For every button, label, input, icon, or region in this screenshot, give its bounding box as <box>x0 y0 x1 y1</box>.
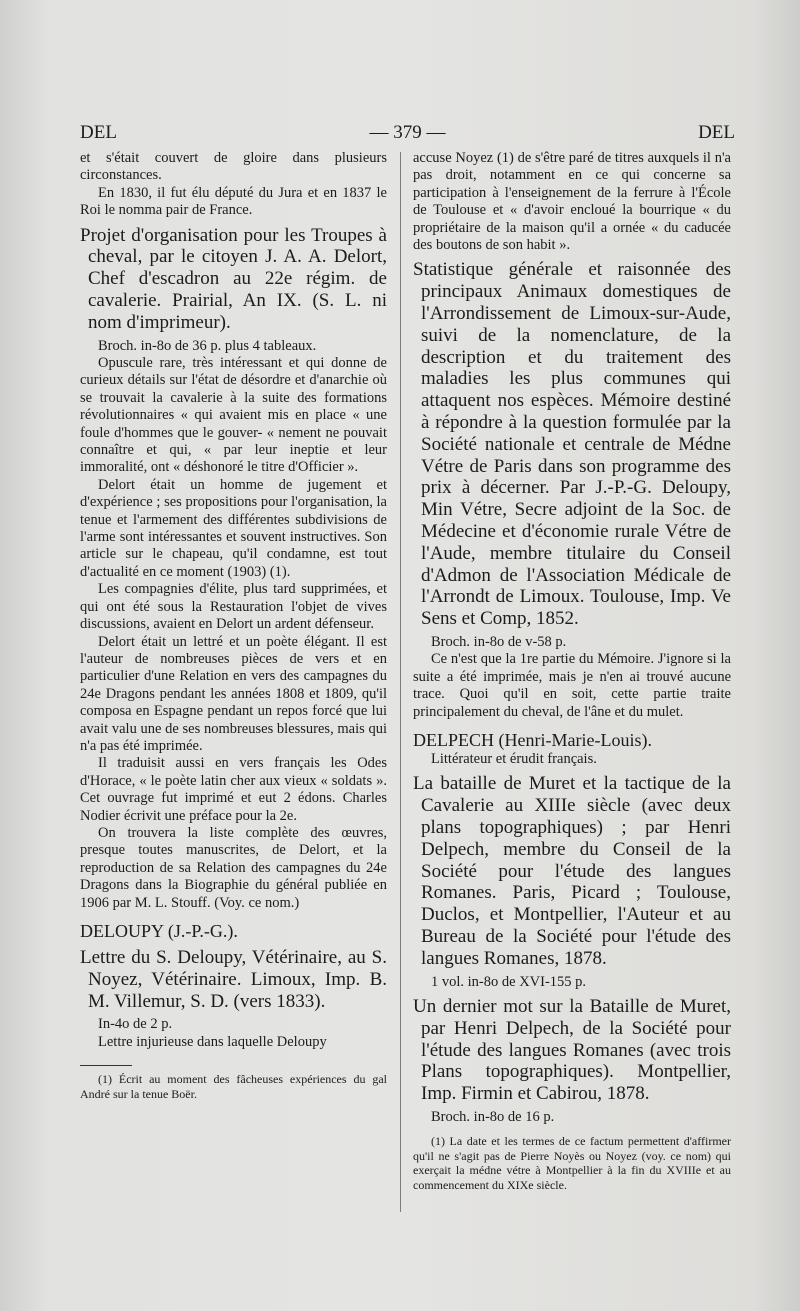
entry-note: Delort était un lettré et un poète élégant. Il est l'auteur de nombreuses pièces de vers et en particulier d'une Relation en vers des campagnes du 24e Dragons pendant les années 1808 et 1809, qu'il composa en Espagne pendant un repos forcé que lui avait valu une de ses nombreuses blessures, mais qui n'a pas été imprimée. <box>80 633 387 754</box>
entry-note: Lettre injurieuse dans laquelle Deloupy <box>98 1033 327 1050</box>
entry-collation: In-4o de 2 p. <box>98 1016 173 1033</box>
continuation-paragraph: et s'était couvert de gloire dans plusieurs circonstances. <box>80 150 387 184</box>
entry-title: Un dernier mot sur la Bataille de Muret, par Henri Delpech, de la Société pour l'étude des langues Romanes (avec trois Plans topographiques). Montpellier, Imp. Firmin et Cabirou, 1878. <box>413 996 731 1105</box>
header-left: DEL <box>80 122 117 143</box>
running-header <box>80 122 735 146</box>
left-column <box>80 150 387 1101</box>
entry-note: Opuscule rare, très intéressant et qui donne de curieux détails sur l'état de désordre et d'anarchie où se trouvait la cavalerie à la suite des formations révolutionnaires « qui avaient mis en place « une foule d'hommes que le gouver- « nement ne pouvait connaître et qui, « par leur ineptie et leur immoralité, ont « déshonoré le titre d'Officier ». <box>80 355 387 476</box>
column-rule <box>400 152 401 1212</box>
entry-note: Ce n'est que la 1re partie du Mémoire. J'ignore si la suite a été imprimée, mais je n'en ai trouvé aucune trace. Quoi qu'il en soit, cette partie traite principalement du cheval, de l'âne et du mulet. <box>413 651 731 720</box>
entry-title: Statistique générale et raisonnée des principaux Animaux domestiques de l'Arrondissement de Limoux-sur-Aude, suivi de la nomenclature, de la description et du traitement des maladies les plus communes qui attaquent nos espèces. Mémoire destiné à répondre à la question formulée par la Société nationale et centrale de Médne Vétre de Paris dans son programme des prix à décerner. Par J.-P.-G. Deloupy, Min Vétre, Secre adjoint de la Soc. de Médecine et d'économie rurale Vétre de l'Aude, membre titulaire du Conseil d'Admon de l'Association Médicale de l'Arrondt de Limoux. Toulouse, Imp. Ve Sens et Comp, 1852. <box>413 259 731 630</box>
entry-note: Il traduisit aussi en vers français les Odes d'Horace, « le poète latin cher aux vieux « soldats ». Cet ouvrage fut imprimé et eut 2 édons. Charles Nodier écrivit une préface pour la 2e. <box>80 755 387 824</box>
footnote-rule <box>80 1065 132 1066</box>
right-column <box>413 150 731 1192</box>
text-paragraph: En 1830, il fut élu député du Jura et en 1837 le Roi le nomma pair de France. <box>80 184 387 219</box>
entry-title: Lettre du S. Deloupy, Vétérinaire, au S. Noyez, Vétérinaire. Limoux, Imp. B. M. Villemur, S. D. (vers 1833). <box>80 947 387 1012</box>
continuation-paragraph: accuse Noyez (1) de s'être paré de titres auxquels il n'a pas droit, notamment en ce qui concerne sa participation à l'enseignement de la ferrure à l'École de Toulouse et « d'avoir encloué la bourrique « du propriétaire de la maison qu'il a ornée « du caducée des boutons de son habit ». <box>413 150 731 254</box>
entry-note: Les compagnies d'élite, plus tard supprimées, et qui ont été sous la Restauration l'objet de vives discussions, avaient en Delort un ardent défenseur. <box>80 581 387 633</box>
entry-collation: Broch. in-8o de 16 p. <box>431 1108 555 1125</box>
author-heading: DELPECH (Henri-Marie-Louis). <box>413 730 652 751</box>
header-right: DEL <box>698 122 735 143</box>
entry-note: On trouvera la liste complète des œuvres, presque toutes manuscrites, de Delort, et la reproduction de sa Relation des campagnes du 24e Dragons dans la Biographie du général publiée en 1906 par M. L. Stouff. (Voy. ce nom.) <box>80 824 387 911</box>
footnote: (1) La date et les termes de ce factum permettent d'affirmer qu'il ne s'agit pas de Pierre Noyès ou Noyez (voy. ce nom) qui exerçait la médne vétre à Montpellier à la fin du XVIIIe et au commencement du XIXe siècle. <box>413 1134 731 1192</box>
entry-note: Delort était un homme de jugement et d'expérience ; ses propositions pour l'organisation, la tenue et l'armement des différentes subdivisions de l'arme sont intéressantes et souvent instructives. Son article sur le chapeau, qu'il condamne, est tout d'actualité en ce moment (1903) (1). <box>80 476 387 580</box>
page-number: — 379 — <box>369 122 446 143</box>
entry-collation: Broch. in-8o de 36 p. plus 4 tableaux. <box>98 337 317 354</box>
entry-title: Projet d'organisation pour les Troupes à cheval, par le citoyen J. A. A. Delort, Chef d'escadron au 22e régim. de cavalerie. Prairial, An IX. (S. L. ni nom d'imprimeur). <box>80 224 387 333</box>
author-description: Littérateur et érudit français. <box>431 751 597 768</box>
entry-collation: 1 vol. in-8o de XVI-155 p. <box>431 973 587 990</box>
footnote: (1) Écrit au moment des fâcheuses expériences du gal André sur la tenue Boër. <box>80 1072 387 1101</box>
entry-collation: Broch. in-8o de v-58 p. <box>431 633 567 650</box>
author-heading: DELOUPY (J.-P.-G.). <box>80 921 238 942</box>
entry-title: La bataille de Muret et la tactique de la Cavalerie au XIIIe siècle (avec deux plans topographiques) ; par Henri Delpech, membre du Conseil de la Société pour l'étude des langues Romanes. Paris, Picard ; Toulouse, Duclos, et Montpellier, l'Auteur et au Bureau de la Société pour l'étude des langues Romanes, 1878. <box>413 773 731 969</box>
